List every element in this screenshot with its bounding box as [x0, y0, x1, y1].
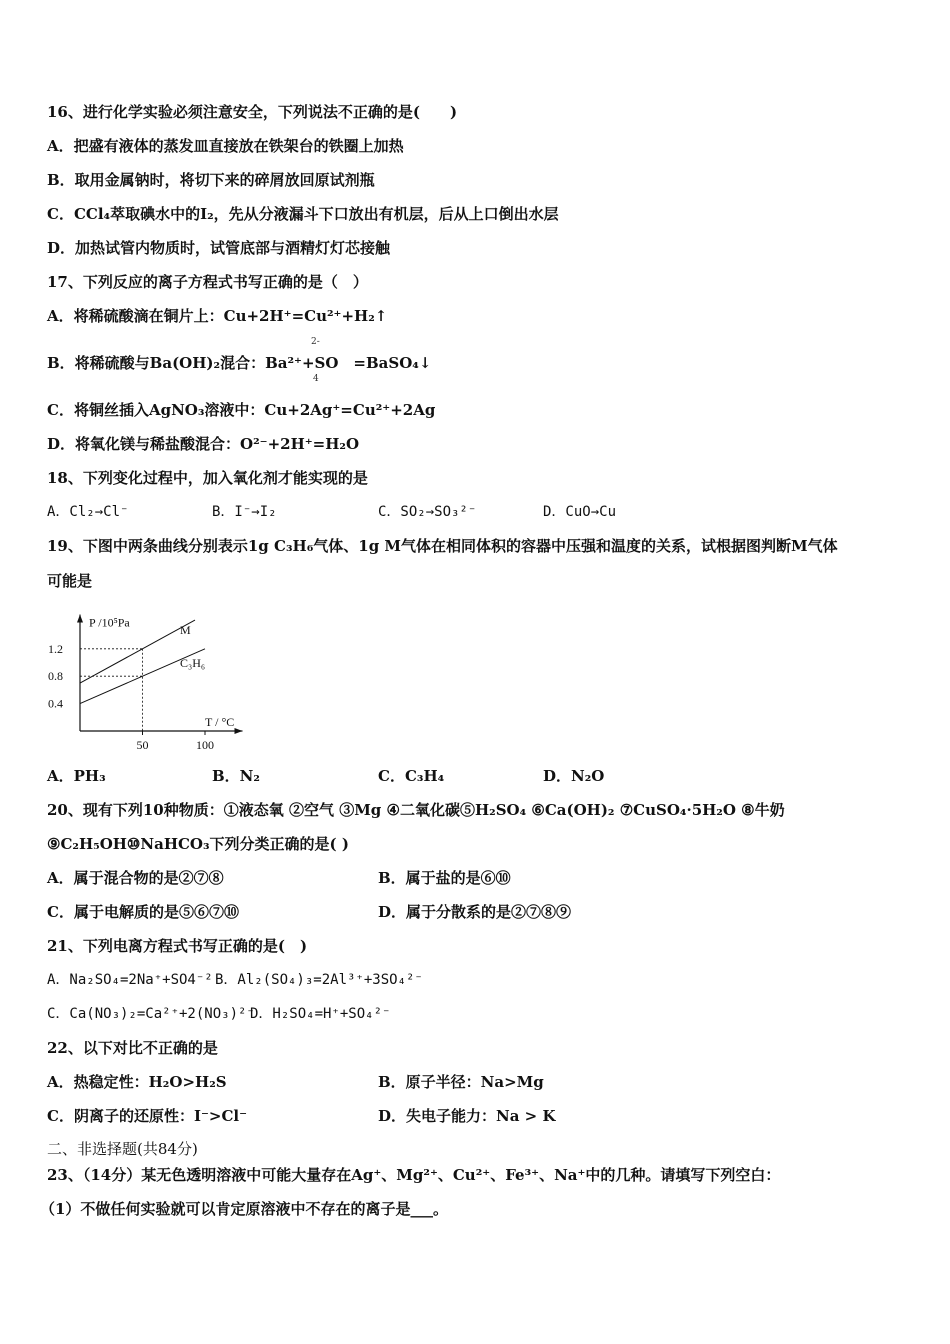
q18-option-a: A．Cl₂→Cl⁻ — [47, 504, 129, 520]
q20-option-c: C．属于电解质的是⑤⑥⑦⑩ — [47, 903, 239, 921]
q18-stem: 18、下列变化过程中，加入氧化剂才能实现的是 — [47, 469, 368, 487]
q16-option-c: C．CCl₄萃取碘水中的I₂，先从分液漏斗下口放出有机层，后从上口倒出水层 — [47, 205, 559, 223]
q17-option-b: B．将稀硫酸与Ba(OH)₂混合：Ba²⁺+SO =BaSO₄↓ — [47, 354, 432, 372]
section-heading: 二、非选择题(共84分) — [47, 1140, 198, 1158]
q16-option-b: B．取用金属钠时，将切下来的碎屑放回原试剂瓶 — [47, 171, 375, 189]
y-tick-label: 0.8 — [48, 669, 63, 684]
q20-stem-cont: ⑨C₂H₅OH⑩NaHCO₃下列分类正确的是( ) — [47, 835, 349, 853]
q20-option-a: A．属于混合物的是②⑦⑧ — [47, 869, 224, 887]
x-axis-label: T / °C — [205, 715, 235, 729]
q22-option-c: C．阴离子的还原性：I⁻>Cl⁻ — [47, 1107, 247, 1125]
q19-option-a: A．PH₃ — [47, 767, 106, 785]
q18-option-d: D．CuO→Cu — [543, 504, 617, 520]
q22-option-d: D．失电子能力：Na > K — [378, 1107, 556, 1125]
q20-stem: 20、现有下列10种物质：①液态氧 ②空气 ③Mg ④二氧化碳⑤H₂SO₄ ⑥Ca(OH)₂ ⑦CuSO₄·5H₂O ⑧牛奶 — [47, 801, 785, 819]
x-tick-label: 50 — [136, 738, 149, 752]
q17-option-a: A．将稀硫酸滴在铜片上：Cu+2H⁺=Cu²⁺+H₂↑ — [47, 307, 388, 325]
q21-stem: 21、下列电离方程式书写正确的是( ) — [47, 937, 308, 955]
y-tick-label: 1.2 — [48, 641, 63, 656]
q21-option-c: C．Ca(NO₃)₂=Ca²⁺+2(NO₃)²⁻ — [47, 1006, 255, 1022]
q22-stem: 22、以下对比不正确的是 — [47, 1039, 218, 1057]
q23-part1: （1）不做任何实验就可以肯定原溶液中不存在的离子是___。 — [40, 1200, 448, 1218]
q20-option-b: B．属于盐的是⑥⑩ — [378, 869, 511, 887]
q19-option-b: B．N₂ — [212, 767, 260, 785]
q17-option-d: D．将氧化镁与稀盐酸混合：O²⁻+2H⁺=H₂O — [47, 435, 360, 453]
series-label-m: M — [180, 623, 191, 638]
x-tick-label: 100 — [196, 738, 214, 752]
q19-stem: 19、下图中两条曲线分别表示1g C₃H₆气体、1g M气体在相同体积的容器中压强和温度的关系，试根据图判断M气体 — [47, 537, 838, 555]
q22-option-a: A．热稳定性：H₂O>H₂S — [47, 1073, 227, 1091]
q22-option-b: B．原子半径：Na>Mg — [378, 1073, 544, 1091]
q16-option-d: D．加热试管内物质时，试管底部与酒精灯灯芯接触 — [47, 239, 391, 257]
q21-option-a: A．Na₂SO₄=2Na⁺+SO4⁻² — [47, 972, 213, 988]
q17-b-subscript: 4 — [313, 374, 319, 384]
q16-stem: 16、进行化学实验必须注意安全，下列说法不正确的是( ) — [47, 103, 458, 121]
q19-option-c: C．C₃H₄ — [378, 767, 445, 785]
series-label-c3h6: C₃H₆ — [180, 655, 206, 670]
q17-option-c: C．将铜丝插入AgNO₃溶液中：Cu+2Ag⁺=Cu²⁺+2Ag — [47, 401, 436, 419]
q23-stem: 23、（14分）某无色透明溶液中可能大量存在Ag⁺、Mg²⁺、Cu²⁺、Fe³⁺、Na⁺中的几种。请填写下列空白： — [47, 1166, 781, 1184]
pressure-temperature-chart — [40, 600, 260, 760]
q20-option-d: D．属于分散系的是②⑦⑧⑨ — [378, 903, 572, 921]
y-tick-label: 0.4 — [48, 696, 63, 711]
q19-option-d: D．N₂O — [543, 767, 605, 785]
q18-option-c: C．SO₂→SO₃²⁻ — [378, 504, 477, 520]
q17-b-charge: 2- — [311, 337, 320, 347]
y-axis-arrow-icon — [77, 615, 83, 623]
q21-option-b: B．Al₂(SO₄)₃=2Al³⁺+3SO₄²⁻ — [215, 972, 423, 988]
q17-stem: 17、下列反应的离子方程式书写正确的是（ ） — [47, 273, 368, 291]
q18-option-b: B．I⁻→I₂ — [212, 504, 277, 520]
x-axis-arrow-icon — [235, 728, 243, 734]
q16-option-a: A．把盛有液体的蒸发皿直接放在铁架台的铁圈上加热 — [47, 137, 404, 155]
q21-option-d: D．H₂SO₄=H⁺+SO₄²⁻ — [250, 1006, 391, 1022]
q19-stem-cont: 可能是 — [47, 572, 93, 590]
y-axis-label: P /10⁵Pa — [89, 615, 130, 630]
